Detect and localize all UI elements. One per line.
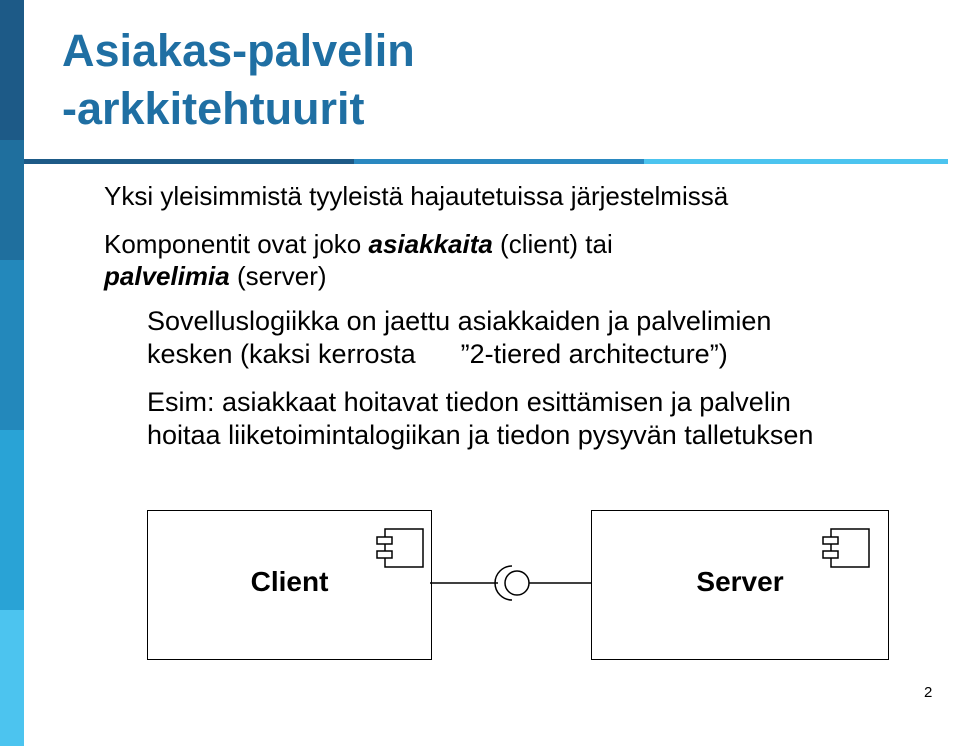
bullet-1: Yksi yleisimmistä tyyleistä hajautetuissa järjestelmissä bbox=[104, 181, 729, 211]
page-number: 2 bbox=[924, 684, 933, 701]
sub-bullet-2-line-1: Esim: asiakkaat hoitavat tiedon esittämisen ja palvelin bbox=[147, 387, 791, 417]
server-component-icon bbox=[823, 529, 869, 567]
sub-bullet-1-line-2: kesken (kaksi kerrosta ”2-tiered architecture”) bbox=[147, 339, 728, 369]
ball-circle bbox=[505, 571, 529, 595]
server-label: Server bbox=[696, 566, 784, 597]
client-label: Client bbox=[250, 566, 329, 597]
bullet-2-text-b: (client) tai bbox=[492, 229, 613, 259]
title-line-1: Asiakas-palvelin bbox=[62, 25, 415, 76]
sub-bullet-2-line-2: hoitaa liiketoimintalogiikan ja tiedon pysyvän talletuksen bbox=[147, 420, 814, 450]
title-line-2: -arkkitehtuurit bbox=[62, 83, 365, 134]
ball-and-socket-interface-icon bbox=[430, 566, 591, 600]
sub-bullet-1-line-1: Sovelluslogiikka on jaettu asiakkaiden ja palvelimien bbox=[147, 306, 772, 336]
bullet-2-emphasis-server: palvelimia bbox=[104, 261, 230, 291]
bullet-2-text-a: Komponentit ovat joko bbox=[104, 229, 369, 259]
bullet-2-emphasis-client: asiakkaita bbox=[368, 229, 493, 259]
client-component-icon bbox=[377, 529, 423, 567]
bullet-2-text-c: (server) bbox=[229, 261, 327, 291]
